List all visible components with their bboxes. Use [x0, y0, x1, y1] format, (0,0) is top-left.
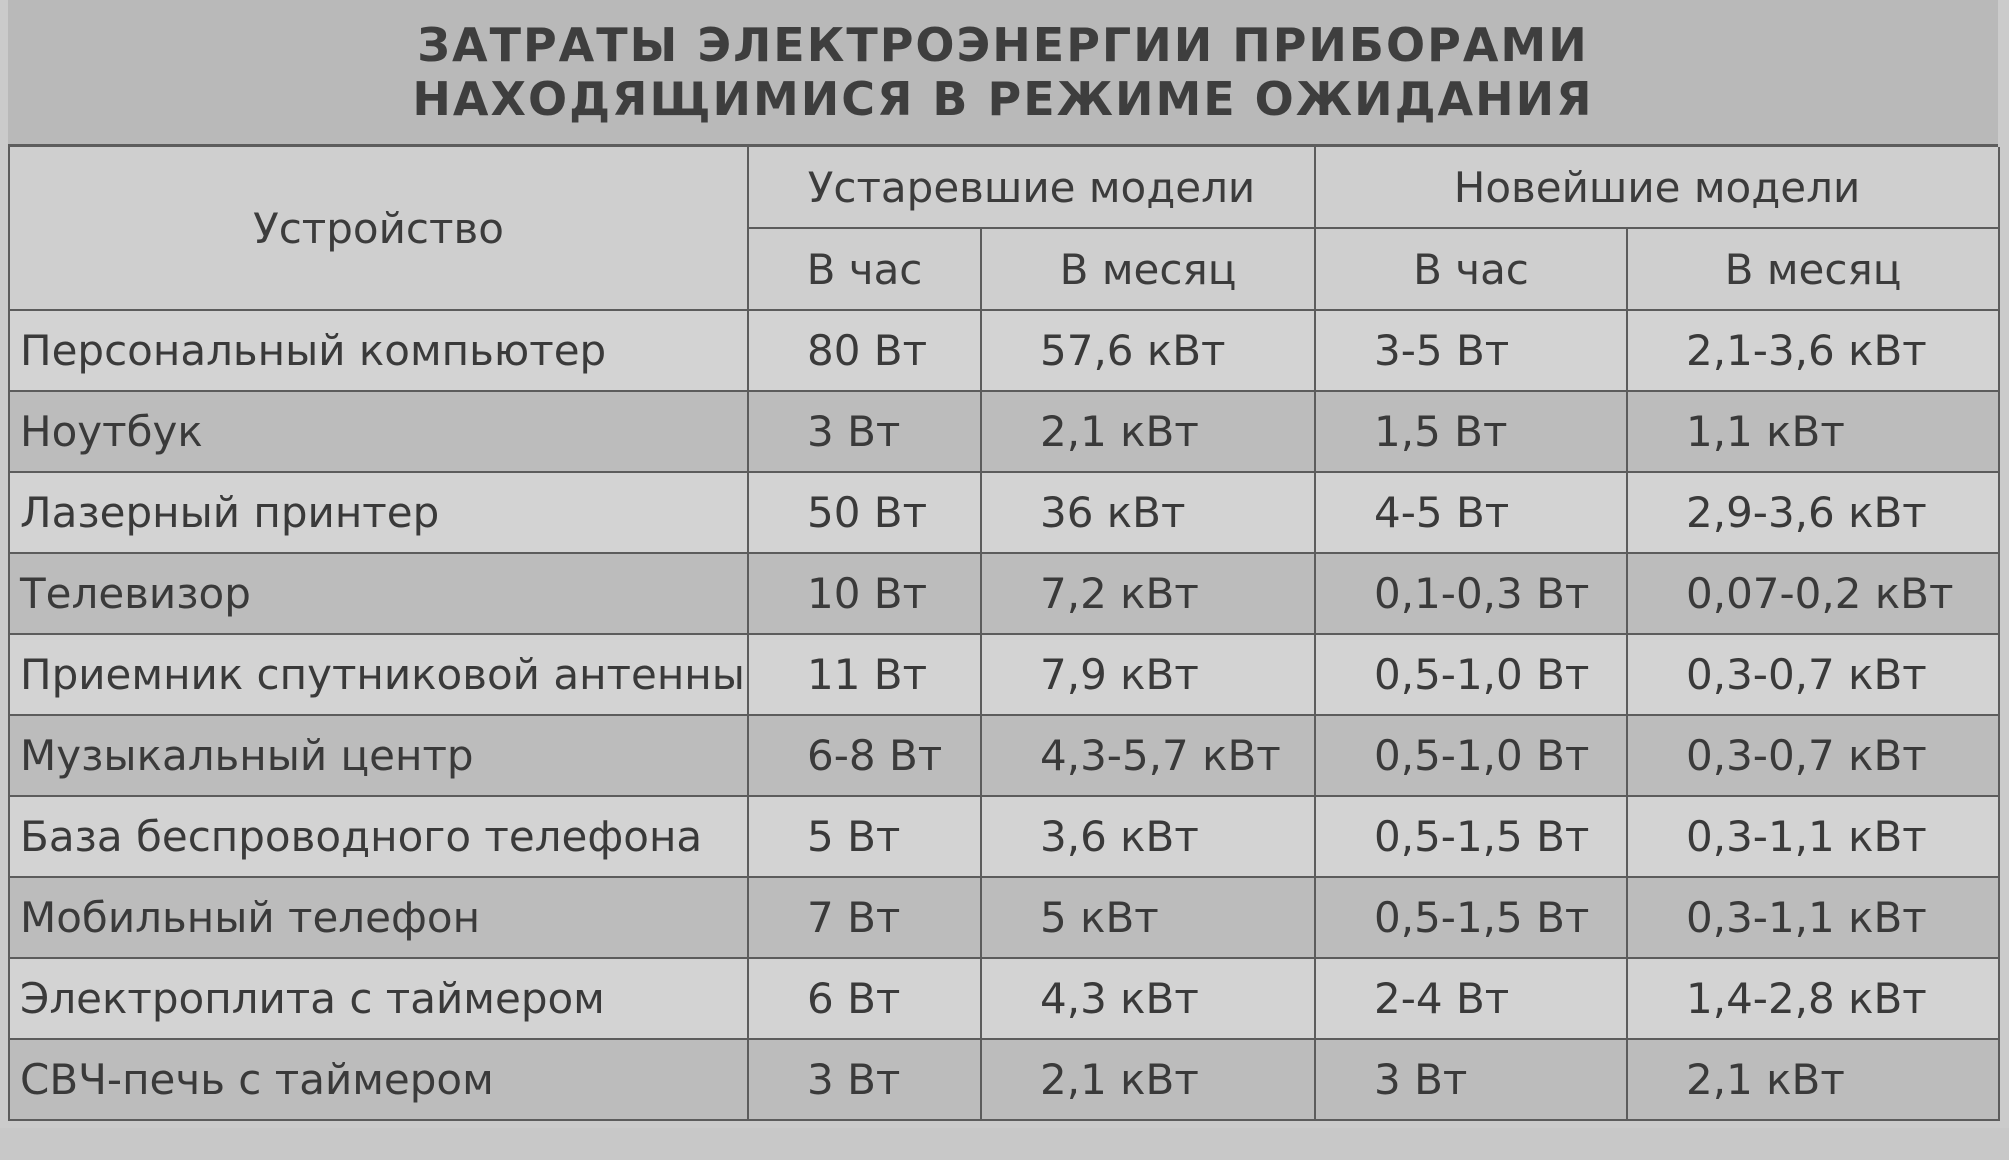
table-row — [9, 634, 1999, 715]
cell-new-per-month: 0,3-0,7 кВт — [1627, 715, 1999, 796]
cell-old-per-hour: 10 Вт — [748, 553, 981, 634]
table-row — [9, 958, 1999, 1039]
cell-new-per-hour: 0,5-1,5 Вт — [1315, 796, 1627, 877]
cell-old-per-hour: 50 Вт — [748, 472, 981, 553]
header-old-models: Устаревшие модели — [748, 147, 1315, 228]
cell-device: Телевизор — [9, 553, 748, 634]
table-row — [9, 553, 1999, 634]
cell-new-per-hour: 4-5 Вт — [1315, 472, 1627, 553]
cell-new-per-month: 1,4-2,8 кВт — [1627, 958, 1999, 1039]
cell-old-per-hour: 3 Вт — [748, 391, 981, 472]
cell-old-per-month: 4,3-5,7 кВт — [981, 715, 1315, 796]
cell-old-per-month: 2,1 кВт — [981, 1039, 1315, 1120]
table-row — [9, 715, 1999, 796]
cell-new-per-hour: 0,5-1,0 Вт — [1315, 715, 1627, 796]
cell-new-per-month: 0,07-0,2 кВт — [1627, 553, 1999, 634]
table-row — [9, 391, 1999, 472]
title-line-2: НАХОДЯЩИМИСЯ В РЕЖИМЕ ОЖИДАНИЯ — [412, 72, 1594, 126]
cell-old-per-month: 2,1 кВт — [981, 391, 1315, 472]
cell-old-per-month: 57,6 кВт — [981, 310, 1315, 391]
cell-old-per-hour: 6 Вт — [748, 958, 981, 1039]
cell-old-per-hour: 11 Вт — [748, 634, 981, 715]
header-new-models: Новейшие модели — [1315, 147, 1999, 228]
header-old-per-hour: В час — [748, 228, 981, 310]
cell-new-per-hour: 3 Вт — [1315, 1039, 1627, 1120]
cell-device: Электроплита с таймером — [9, 958, 748, 1039]
table-row — [9, 310, 1999, 391]
cell-device: Ноутбук — [9, 391, 748, 472]
table-body — [9, 310, 1999, 1120]
table-row — [9, 877, 1999, 958]
cell-old-per-month: 5 кВт — [981, 877, 1315, 958]
table-row — [9, 1039, 1999, 1120]
cell-device: СВЧ-печь с таймером — [9, 1039, 748, 1120]
header-new-per-hour: В час — [1315, 228, 1627, 310]
cell-new-per-month: 0,3-1,1 кВт — [1627, 877, 1999, 958]
cell-new-per-hour: 3-5 Вт — [1315, 310, 1627, 391]
table-row — [9, 472, 1999, 553]
standby-power-table — [8, 147, 2000, 1121]
cell-device: Музыкальный центр — [9, 715, 748, 796]
cell-new-per-hour: 1,5 Вт — [1315, 391, 1627, 472]
cell-old-per-month: 3,6 кВт — [981, 796, 1315, 877]
cell-device: База беспроводного телефона — [9, 796, 748, 877]
page-bottom-edge — [0, 1128, 2009, 1160]
cell-old-per-hour: 3 Вт — [748, 1039, 981, 1120]
cell-new-per-month: 2,1 кВт — [1627, 1039, 1999, 1120]
cell-old-per-hour: 80 Вт — [748, 310, 981, 391]
table-title — [8, 0, 1998, 147]
cell-device: Персональный компьютер — [9, 310, 748, 391]
cell-new-per-month: 2,9-3,6 кВт — [1627, 472, 1999, 553]
cell-old-per-month: 36 кВт — [981, 472, 1315, 553]
cell-new-per-hour: 0,1-0,3 Вт — [1315, 553, 1627, 634]
header-old-per-month: В месяц — [981, 228, 1315, 310]
cell-new-per-month: 0,3-0,7 кВт — [1627, 634, 1999, 715]
cell-device: Лазерный принтер — [9, 472, 748, 553]
cell-old-per-month: 7,2 кВт — [981, 553, 1315, 634]
cell-new-per-month: 1,1 кВт — [1627, 391, 1999, 472]
cell-old-per-hour: 6-8 Вт — [748, 715, 981, 796]
cell-new-per-hour: 0,5-1,5 Вт — [1315, 877, 1627, 958]
header-new-per-month: В месяц — [1627, 228, 1999, 310]
cell-device: Мобильный телефон — [9, 877, 748, 958]
cell-old-per-month: 4,3 кВт — [981, 958, 1315, 1039]
cell-old-per-month: 7,9 кВт — [981, 634, 1315, 715]
table-row — [9, 796, 1999, 877]
cell-new-per-hour: 0,5-1,0 Вт — [1315, 634, 1627, 715]
cell-new-per-month: 0,3-1,1 кВт — [1627, 796, 1999, 877]
cell-device: Приемник спутниковой антенны — [9, 634, 748, 715]
title-line-1: ЗАТРАТЫ ЭЛЕКТРОЭНЕРГИИ ПРИБОРАМИ — [417, 18, 1589, 72]
cell-old-per-hour: 5 Вт — [748, 796, 981, 877]
header-device: Устройство — [9, 147, 748, 310]
cell-old-per-hour: 7 Вт — [748, 877, 981, 958]
cell-new-per-month: 2,1-3,6 кВт — [1627, 310, 1999, 391]
cell-new-per-hour: 2-4 Вт — [1315, 958, 1627, 1039]
